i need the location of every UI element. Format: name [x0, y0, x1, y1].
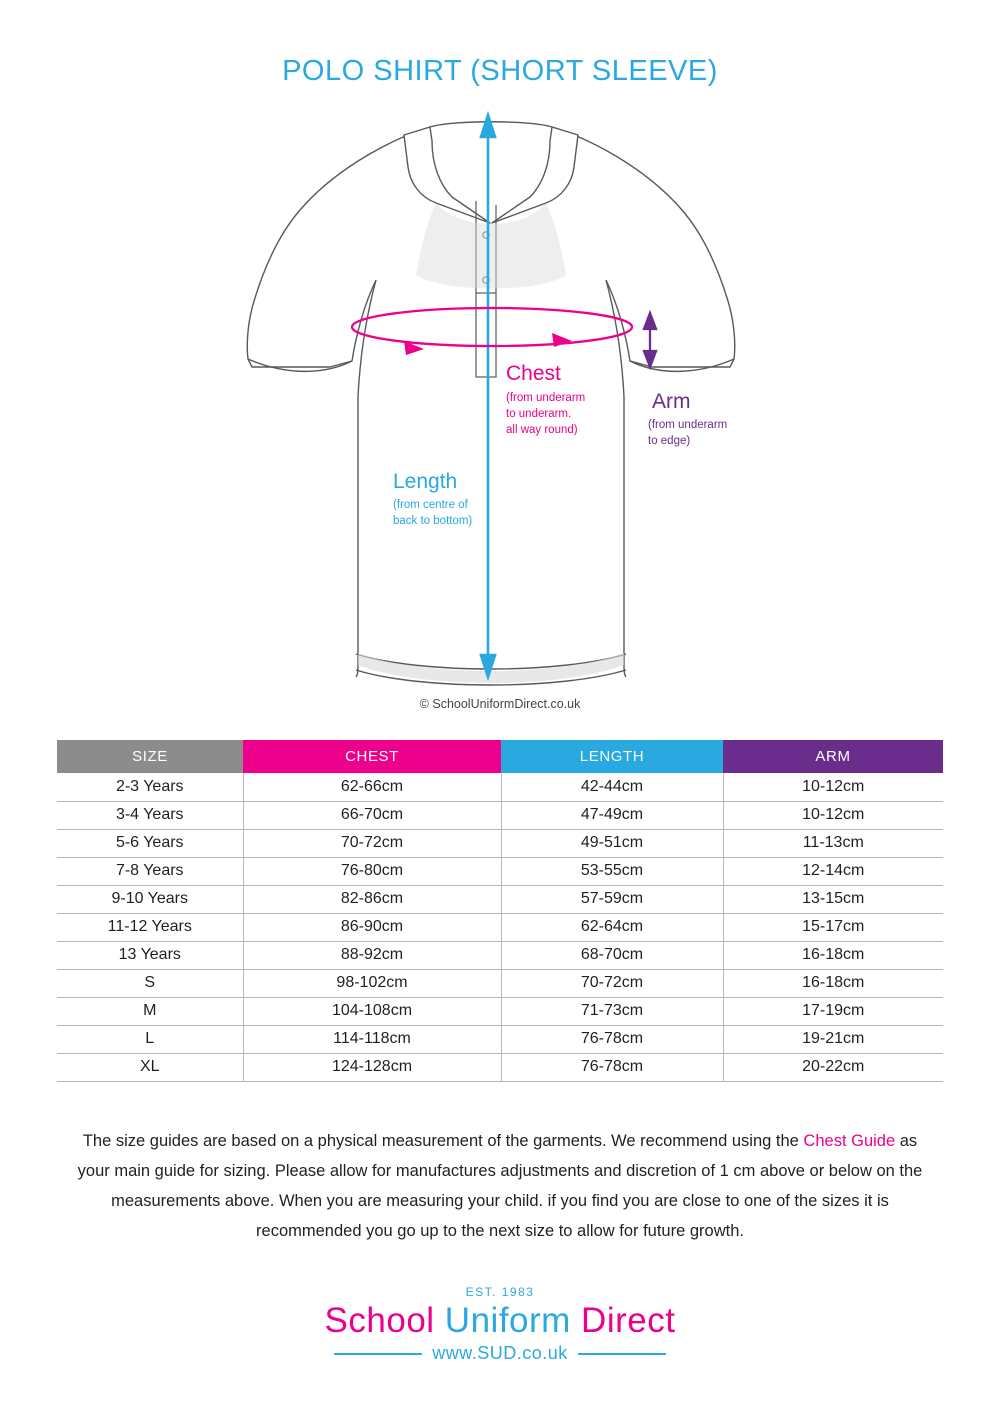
- cell-chest: 114-118cm: [243, 1025, 501, 1053]
- sizing-note: [75, 1126, 925, 1246]
- column-header-arm: ARM: [723, 740, 943, 773]
- svg-text:back to bottom): back to bottom): [393, 515, 473, 527]
- cell-arm: 10-12cm: [723, 773, 943, 801]
- url-row: [0, 1343, 1000, 1364]
- cell-arm: 13-15cm: [723, 885, 943, 913]
- brand-name: [0, 1301, 1000, 1341]
- cell-chest: 88-92cm: [243, 941, 501, 969]
- cell-size: S: [57, 969, 243, 997]
- polo-shirt-diagram: [0, 105, 1000, 715]
- copyright-text: © SchoolUniformDirect.co.uk: [419, 697, 581, 711]
- cell-chest: 76-80cm: [243, 857, 501, 885]
- cell-length: 70-72cm: [501, 969, 723, 997]
- column-header-length: LENGTH: [501, 740, 723, 773]
- est-text: EST. 1983: [465, 1285, 535, 1299]
- cell-size: 2-3 Years: [57, 773, 243, 801]
- cell-chest: 82-86cm: [243, 885, 501, 913]
- cell-length: 53-55cm: [501, 857, 723, 885]
- cell-chest: 98-102cm: [243, 969, 501, 997]
- table-row: [57, 773, 943, 801]
- cell-chest: 62-66cm: [243, 773, 501, 801]
- table-row: [57, 1025, 943, 1053]
- website-url[interactable]: www.SUD.co.uk: [432, 1343, 568, 1363]
- table-row: [57, 1053, 943, 1081]
- cell-arm: 11-13cm: [723, 829, 943, 857]
- rule-right: [578, 1353, 666, 1355]
- cell-size: 11-12 Years: [57, 913, 243, 941]
- cell-arm: 10-12cm: [723, 801, 943, 829]
- cell-length: 68-70cm: [501, 941, 723, 969]
- size-table: [57, 740, 943, 1082]
- table-row: [57, 801, 943, 829]
- cell-length: 49-51cm: [501, 829, 723, 857]
- cell-size: 7-8 Years: [57, 857, 243, 885]
- note-chest-guide-highlight: Chest Guide: [803, 1132, 896, 1150]
- svg-text:Chest: Chest: [506, 362, 561, 385]
- cell-chest: 104-108cm: [243, 997, 501, 1025]
- cell-length: 42-44cm: [501, 773, 723, 801]
- cell-length: 62-64cm: [501, 913, 723, 941]
- cell-length: 71-73cm: [501, 997, 723, 1025]
- note-part-2: as your main guide for sizing. Please allow for manufactures adjustments and discretion of 1 cm above or below on the measurements above. When you are measuring your child. if you find you are close to one of the sizes it is recommended you go up to the next size to allow for future growth.: [77, 1132, 923, 1240]
- cell-size: 9-10 Years: [57, 885, 243, 913]
- table-header-row: [57, 740, 943, 773]
- table-row: [57, 941, 943, 969]
- footer-logo: [0, 1285, 1000, 1364]
- svg-text:to underarm.: to underarm.: [506, 408, 572, 420]
- cell-chest: 124-128cm: [243, 1053, 501, 1081]
- cell-size: 3-4 Years: [57, 801, 243, 829]
- cell-chest: 70-72cm: [243, 829, 501, 857]
- column-header-size: SIZE: [57, 740, 243, 773]
- cell-arm: 19-21cm: [723, 1025, 943, 1053]
- table-row: [57, 997, 943, 1025]
- cell-length: 76-78cm: [501, 1053, 723, 1081]
- svg-text:(from underarm: (from underarm: [506, 392, 586, 404]
- table-row: [57, 829, 943, 857]
- cell-arm: 20-22cm: [723, 1053, 943, 1081]
- cell-size: M: [57, 997, 243, 1025]
- svg-text:Length: Length: [393, 470, 458, 493]
- page-title: POLO SHIRT (SHORT SLEEVE): [282, 55, 718, 87]
- cell-arm: 16-18cm: [723, 941, 943, 969]
- brand-word-school: School: [324, 1301, 445, 1340]
- cell-size: 5-6 Years: [57, 829, 243, 857]
- cell-arm: 17-19cm: [723, 997, 943, 1025]
- table-row: [57, 885, 943, 913]
- svg-text:(from centre of: (from centre of: [393, 499, 468, 511]
- rule-left: [334, 1353, 422, 1355]
- column-header-chest: CHEST: [243, 740, 501, 773]
- cell-size: 13 Years: [57, 941, 243, 969]
- cell-chest: 66-70cm: [243, 801, 501, 829]
- cell-length: 47-49cm: [501, 801, 723, 829]
- svg-text:to edge): to edge): [648, 435, 691, 447]
- table-row: [57, 857, 943, 885]
- cell-length: 57-59cm: [501, 885, 723, 913]
- cell-arm: 15-17cm: [723, 913, 943, 941]
- cell-chest: 86-90cm: [243, 913, 501, 941]
- note-part-1: The size guides are based on a physical measurement of the garments. We recommend using the: [82, 1132, 804, 1150]
- brand-word-uniform: Uniform: [444, 1301, 582, 1340]
- cell-length: 76-78cm: [501, 1025, 723, 1053]
- cell-arm: 16-18cm: [723, 969, 943, 997]
- cell-arm: 12-14cm: [723, 857, 943, 885]
- svg-text:all way round): all way round): [506, 424, 578, 436]
- svg-text:Arm: Arm: [652, 390, 691, 413]
- cell-size: XL: [57, 1053, 243, 1081]
- brand-word-direct: Direct: [581, 1301, 676, 1340]
- svg-text:(from underarm: (from underarm: [648, 419, 728, 431]
- table-row: [57, 969, 943, 997]
- table-row: [57, 913, 943, 941]
- size-table-wrapper: [57, 740, 943, 1082]
- cell-size: L: [57, 1025, 243, 1053]
